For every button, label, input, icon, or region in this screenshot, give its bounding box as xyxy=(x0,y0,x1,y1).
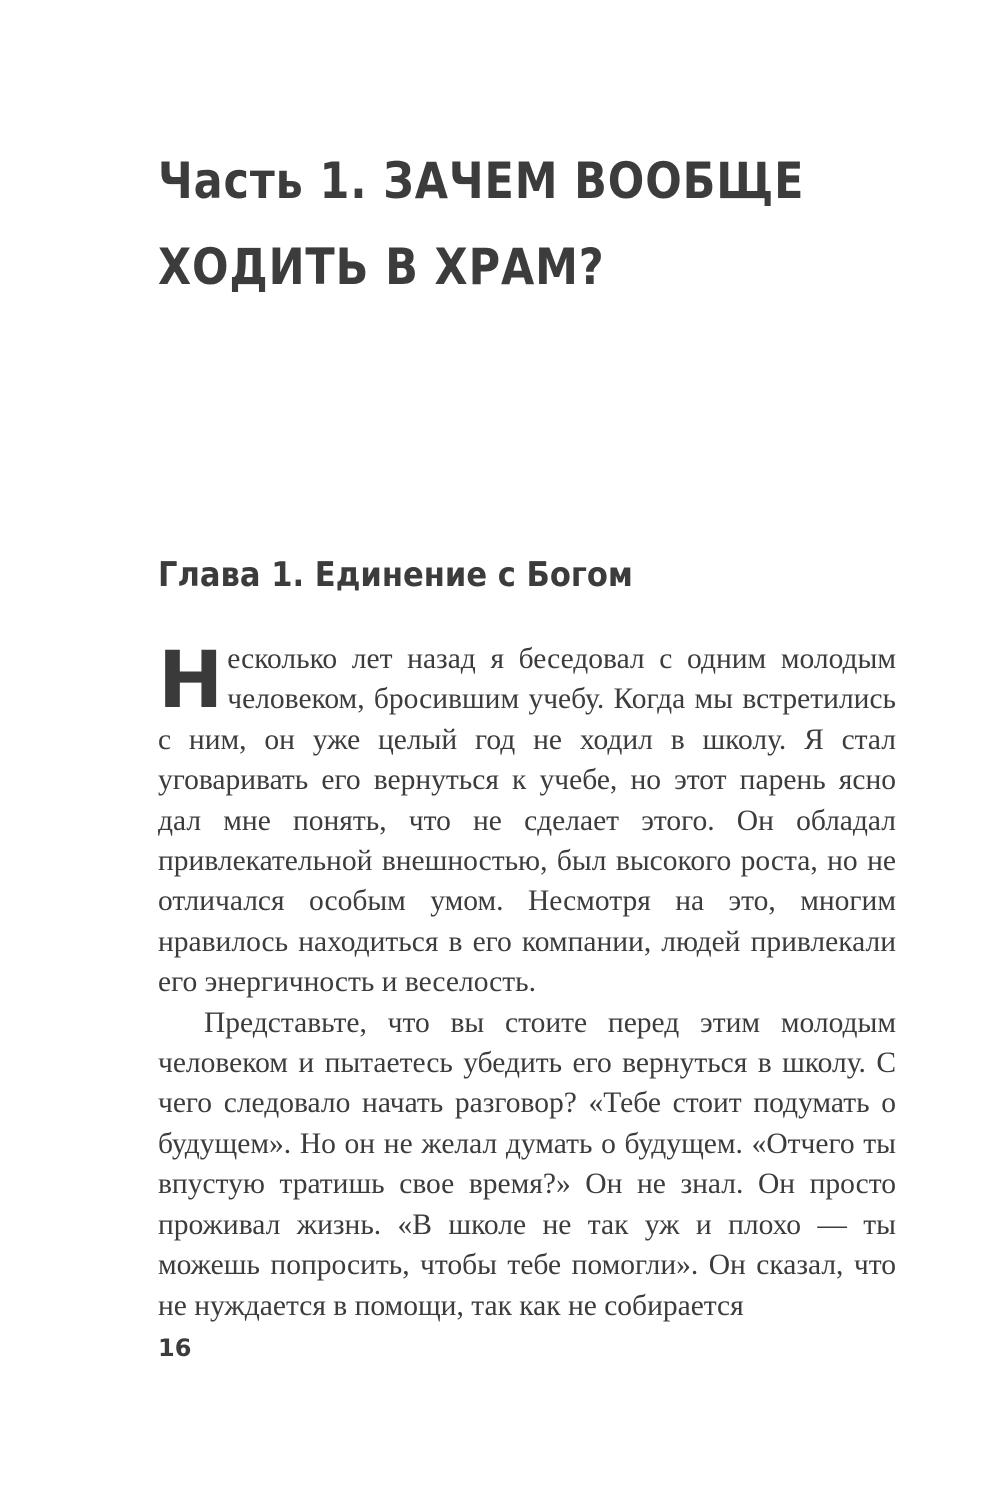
part-title: Часть 1. ЗАЧЕМ ВООБЩЕ ХОДИТЬ В ХРАМ? xyxy=(158,152,805,296)
paragraph-2: Представьте, что вы стоите перед этим молодым человеком и пытаетесь убедить его вернуться в школу. С чего следовало начать разговор? «Тебе стоит подумать о будущем». Но он не желал думать о будущем. «Отчего ты впустую тратишь свое время?» Он не знал. Он просто проживал жизнь. «В школе не так уж и плохо — ты можешь попросить, чтобы тебе помогли». Он сказал, что не нуждается в помощи, так как не собирается xyxy=(158,1006,896,1322)
paragraph-1: Несколько лет назад я беседовал с одним молодым человеком, бросившим учебу. Когда мы встретились с ним, он уже целый год не ходил в школу. Я стал уговаривать его вернуться к учебе, но этот парень ясно дал мне понять, что не сделает этого. Он обладал привлекательной внешностью, был высокого роста, но не отличался особым умом. Несмотря на это, многим нравилось находиться в его компании, людей привлекали его энергичность и веселость. xyxy=(158,636,896,999)
page-number: 16 xyxy=(158,1334,192,1362)
body-text xyxy=(158,636,896,1326)
chapter-title: Глава 1. Единение с Богом xyxy=(158,555,633,595)
